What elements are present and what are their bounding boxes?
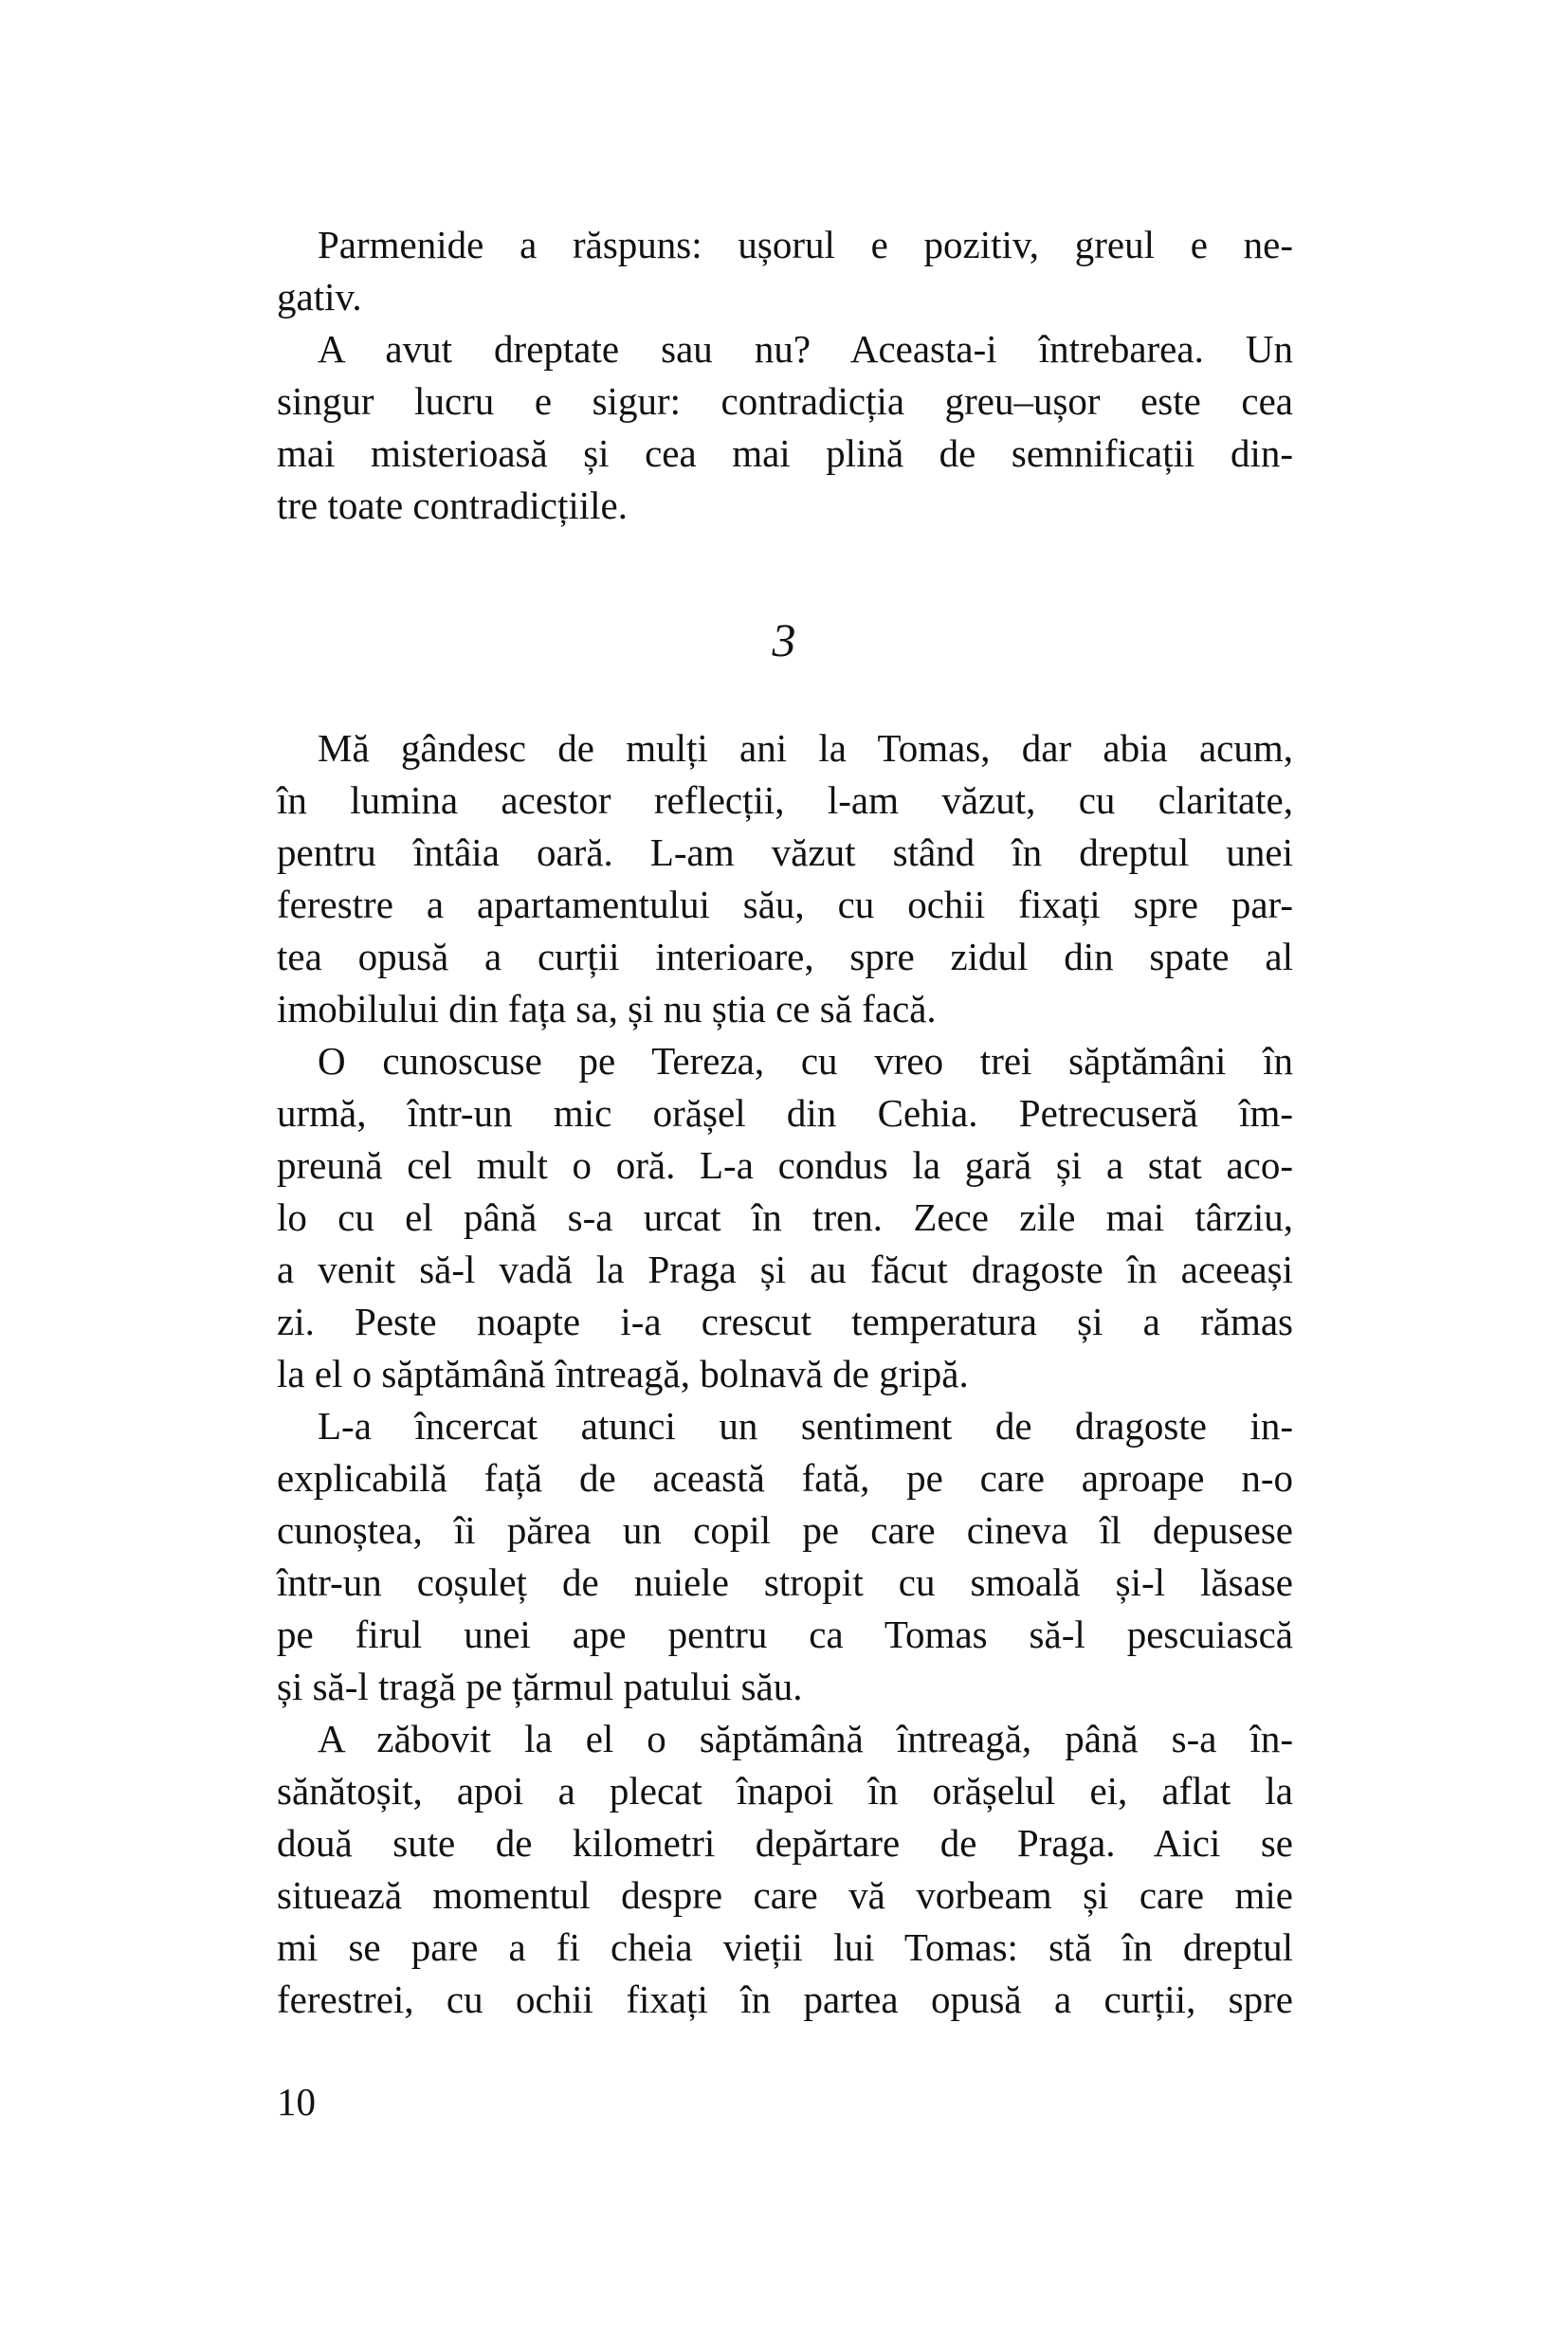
- text-line: ferestre a apartamentului său, cu ochii fixați spre par-: [277, 883, 1293, 926]
- text-line: două sute de kilometri depărtare de Praga. Aici se: [277, 1821, 1293, 1865]
- chapter-number: 3: [772, 613, 796, 666]
- text-line: situează momentul despre care vă vorbeam și care mie: [277, 1873, 1293, 1917]
- text-line: O cunoscuse pe Tereza, cu vreo trei săptămâni în: [318, 1039, 1293, 1083]
- text-line: A avut dreptate sau nu? Aceasta-i întrebarea. Un: [318, 327, 1293, 371]
- text-line: la el o săptămână întreagă, bolnavă de gripă.: [277, 1352, 969, 1395]
- text-line: explicabilă față de această fată, pe care aproape n-o: [277, 1456, 1293, 1500]
- text-line: singur lucru e sigur: contradicția greu–ușor este cea: [277, 379, 1293, 423]
- text-line: mi se pare a fi cheia vieții lui Tomas: stă în dreptul: [277, 1925, 1293, 1969]
- text-line: imobilului din fața sa, și nu știa ce să facă.: [277, 987, 937, 1030]
- text-line: într-un coșuleț de nuiele stropit cu smoală și-l lăsase: [277, 1560, 1293, 1604]
- text-line: Parmenide a răspuns: ușorul e pozitiv, greul e ne-: [318, 223, 1293, 266]
- text-line: urmă, într-un mic orășel din Cehia. Petrecuseră îm-: [277, 1091, 1293, 1135]
- text-line: pentru întâia oară. L-am văzut stând în dreptul unei: [277, 830, 1293, 874]
- text-line: a venit să-l vadă la Praga și au făcut dragoste în aceeași: [277, 1248, 1293, 1291]
- text-line: L-a încercat atunci un sentiment de dragoste in-: [318, 1404, 1293, 1448]
- text-line: gativ.: [277, 275, 362, 319]
- page-number: 10: [277, 2080, 316, 2123]
- text-line: tea opusă a curții interioare, spre zidul din spate al: [277, 935, 1293, 978]
- text-line: ferestrei, cu ochii fixați în partea opusă a curții, spre: [277, 1977, 1293, 2021]
- text-line: sănătoșit, apoi a plecat înapoi în orășelul ei, aflat la: [277, 1769, 1293, 1813]
- text-line: A zăbovit la el o săptămână întreagă, până s-a în-: [318, 1717, 1293, 1760]
- text-line: pe firul unei ape pentru ca Tomas să-l pescuiască: [277, 1613, 1293, 1656]
- text-line: zi. Peste noapte i-a crescut temperatura și a rămas: [277, 1300, 1293, 1343]
- text-block-section-1: [277, 219, 1293, 532]
- text-line: preună cel mult o oră. L-a condus la gară și a stat aco-: [277, 1143, 1293, 1187]
- text-line: Mă gândesc de mulți ani la Tomas, dar abia acum,: [318, 726, 1293, 770]
- text-line: mai misterioasă și cea mai plină de semnificații din-: [277, 431, 1293, 475]
- text-block-section-2: [277, 722, 1293, 2026]
- text-line: în lumina acestor reflecții, l-am văzut, cu claritate,: [277, 778, 1293, 822]
- text-line: lo cu el până s-a urcat în tren. Zece zile mai târziu,: [277, 1195, 1293, 1239]
- text-line: și să-l tragă pe țărmul patului său.: [277, 1665, 803, 1708]
- text-line: cunoștea, îi părea un copil pe care cineva îl depusese: [277, 1508, 1293, 1552]
- text-line: tre toate contradicțiile.: [277, 483, 628, 527]
